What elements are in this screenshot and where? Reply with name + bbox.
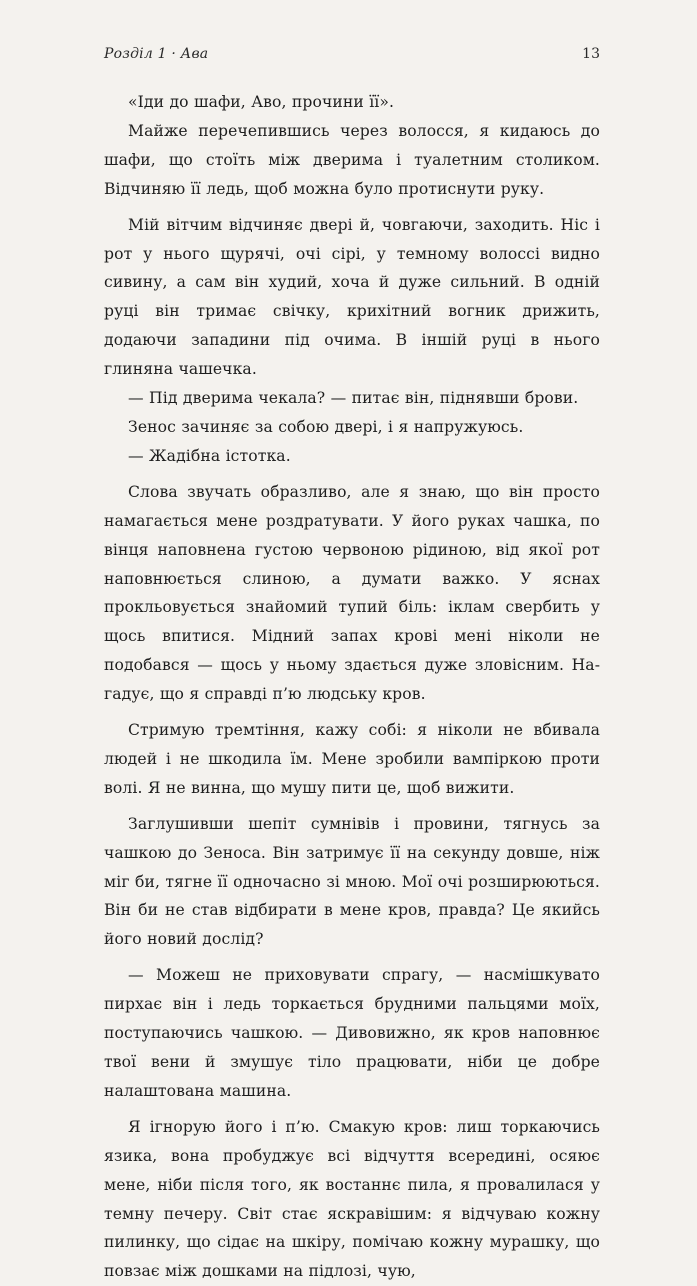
page-number: 13	[582, 46, 600, 62]
paragraph: — Можеш не приховувати спрагу, — насмішкувато пирхає він і ледь торкається брудними пальцями моїх, поступаючись чашкою. — Дивовижно, як кров наповнює твої вени й змушує тіло працювати, ніби це добре налаштована машина.	[104, 966, 600, 1100]
paragraph: Майже перечепившись через волосся, я кидаюсь до шафи, що стоїть між дверима і туалетним столиком. Відчиняю її ледь, щоб можна було протиснути руку.	[104, 121, 600, 198]
paragraph: «Іди до шафи, Аво, прочини її».	[128, 93, 395, 111]
running-head: Розділ 1 · Ава	[104, 46, 209, 62]
paragraph: Заглушивши шепіт сумнівів і провини, тягнусь за чашкою до Зеноса. Він затримує її на секунду довше, ніж міг би, тягне її одночасно зі мною. Мої очі розширюються. Він би не став відбирати в мене кров, правда? Це якийсь його новий дослід?	[104, 814, 600, 949]
page-header	[104, 46, 600, 70]
paragraph: — Жадібна істотка.	[128, 446, 291, 465]
paragraph: Слова звучать образливо, але я знаю, що він просто намагається мене роздратувати. У його руках чашка, по вінця наповнена густою червоною рідиною, від якої рот наповнюється слиною, а думати важко. У яснах прокльовується знайомий тупий біль: іклам свербить у щось впитися. Мідний запах крові мені ніколи не подобався — щось у ньому здається дуже зловісним. Нагадує, що я справді п’ю людську кров.	[104, 482, 600, 704]
paragraph: Я ігнорую його і п’ю. Смакую кров: лиш торкаючись язика, вона пробуджує всі відчуття всередині, осяює мене, ніби після того, як востаннє пила, я провалилася у темну печеру. Світ стає яскравішим: я відчуваю кожну пилинку, що сідає на шкіру, помічаю кожну мурашку, що повзає між дошками на підлозі, чую,	[104, 1117, 600, 1281]
paragraph: — Під дверима чекала? — питає він, піднявши брови.	[128, 389, 579, 408]
body-text	[104, 88, 600, 1286]
paragraph: Стримую тремтіння, кажу собі: я ніколи не вбивала людей і не шкодила їм. Мене зробили вампіркою проти волі. Я не винна, що мушу пити це, щоб вижити.	[104, 721, 600, 797]
paragraph: Мій вітчим відчиняє двері й, човгаючи, заходить. Ніс і рот у нього щурячі, очі сірі, у темному волоссі видно сивину, а сам він худий, хоча й дуже сильний. В одній руці він тримає свічку, крихітний вогник дрижить, додаючи западини під очима. В іншій руці в нього глиняна чашечка.	[104, 215, 600, 379]
paragraph: Зенос зачиняє за собою двері, і я напружуюсь.	[128, 417, 524, 436]
